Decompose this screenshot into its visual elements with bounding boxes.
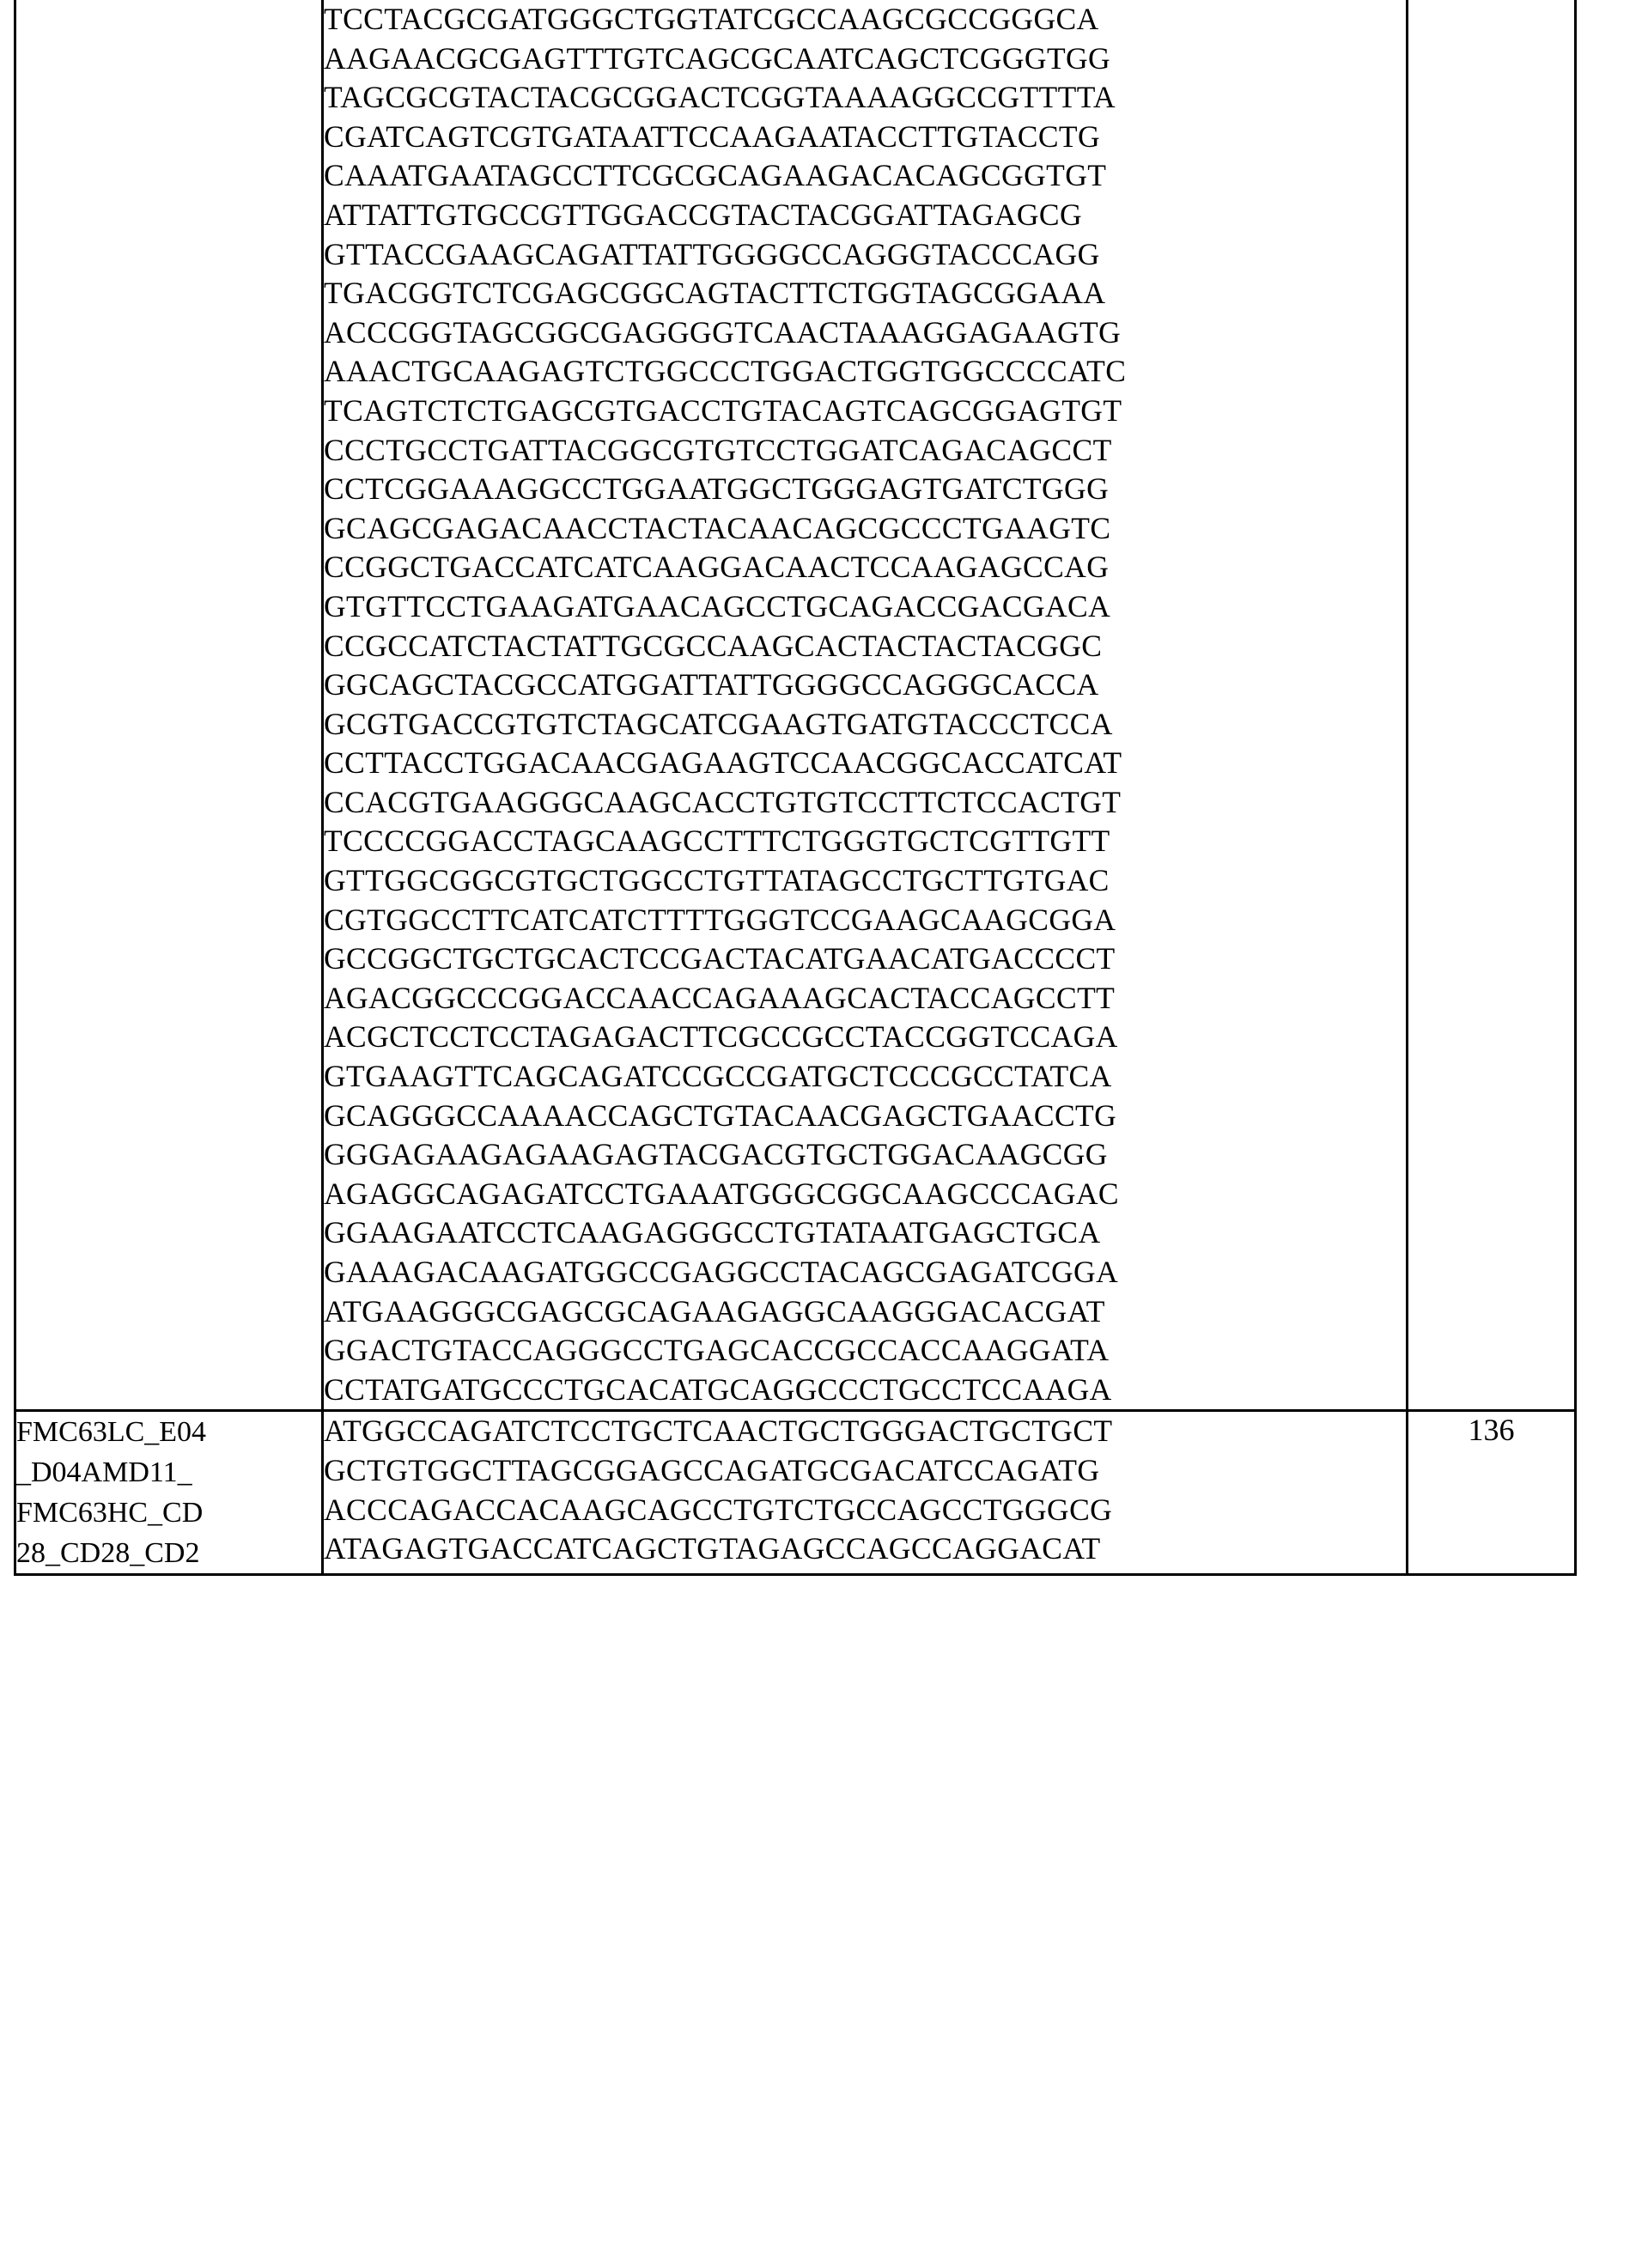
- sequence-table: [14, 0, 1577, 1576]
- sequence-line: TCCCCGGACCTAGCAAGCCTTTCTGGGTGCTCGTTGTT: [324, 824, 1110, 859]
- table-row: [15, 1411, 1576, 1575]
- sequence-line: CAAATGAATAGCCTTCGCGCAGAAGACACAGCGGTGT: [324, 158, 1107, 193]
- sequence-line: GCAGGGCCAAAACCAGCTGTACAACGAGCTGAACCTG: [324, 1098, 1117, 1133]
- sequence-line: GCAGCGAGACAACCTACTACAACAGCGCCCTGAAGTC: [324, 510, 1111, 545]
- sequence-cell: [323, 0, 1408, 1411]
- sequence-line: CCCTGCCTGATTACGGCGTGTCCTGGATCAGACAGCCT: [324, 432, 1112, 467]
- table-body: [15, 0, 1576, 1575]
- sequence-line: GCGTGACCGTGTCTAGCATCGAAGTGATGTACCCTCCA: [324, 706, 1113, 741]
- sequence-line: GAAAGACAAGATGGCCGAGGCCTACAGCGAGATCGGA: [324, 1255, 1119, 1289]
- sequence-line: GGGAGAAGAGAAGAGTACGACGTGCTGGACAAGCGG: [324, 1137, 1108, 1172]
- sequence-name-cell: [15, 0, 323, 1411]
- sequence-line: GTGAAGTTCAGCAGATCCGCCGATGCTCCCGCCTATCA: [324, 1059, 1112, 1094]
- sequence-line: AAGAACGCGAGTTTGTCAGCGCAATCAGCTCGGGTGG: [324, 40, 1111, 76]
- sequence-line: CCGCCATCTACTATTGCGCCAAGCACTACTACTACGGC: [324, 628, 1103, 663]
- sequence-name-line: FMC63HC_CD: [16, 1497, 204, 1529]
- sequence-line: GGAAGAATCCTCAAGAGGGCCTGTATAATGAGCTGCA: [324, 1215, 1101, 1250]
- sequence-line: ATGAAGGGCGAGCGCAGAAGAGGCAAGGGACACGAT: [324, 1293, 1105, 1329]
- sequence-name-line: 28_CD28_CD2: [16, 1537, 200, 1570]
- sequence-line: ACGCTCCTCCTAGAGACTTCGCCGCCTACCGGTCCAGA: [324, 1019, 1118, 1055]
- sequence-line: CCTATGATGCCCTGCACATGCAGGCCCTGCCTCCAAGA: [324, 1371, 1112, 1407]
- sequence-line: ACCCGGTAGCGGCGAGGGGTCAACTAAAGGAGAAGTG: [324, 314, 1122, 350]
- table-row: [15, 0, 1576, 1411]
- sequence-line: CCTCGGAAAGGCCTGGAATGGCTGGGAGTGATCTGGG: [324, 471, 1110, 507]
- sequence-line: TGACGGTCTCGAGCGGCAGTACTTCTGGTAGCGGAAA: [324, 276, 1106, 311]
- sequence-line: GCTGTGGCTTAGCGGAGCCAGATGCGACATCCAGATG: [324, 1452, 1100, 1487]
- sequence-line: GGCAGCTACGCCATGGATTATTGGGGCCAGGGCACCA: [324, 667, 1099, 702]
- sequence-number-cell: 136: [1408, 1411, 1576, 1575]
- sequence-line: CGATCAGTCGTGATAATTCCAAGAATACCTTGTACCTG: [324, 119, 1101, 154]
- sequence-line: TAGCGCGTACTACGCGGACTCGGTAAAAGGCCGTTTTA: [324, 80, 1116, 115]
- sequence-line: CCGGCTGACCATCATCAAGGACAACTCCAAGAGCCAG: [324, 550, 1110, 585]
- sequence-name-line: FMC63LC_E04: [16, 1416, 207, 1449]
- sequence-line: TCAGTCTCTGAGCGTGACCTGTACAGTCAGCGGAGTGT: [324, 392, 1122, 428]
- sequence-name-line: _D04AMD11_: [16, 1456, 192, 1489]
- sequence-line: CCTTACCTGGACAACGAGAAGTCCAACGGCACCATCAT: [324, 745, 1122, 781]
- sequence-line: AGAGGCAGAGATCCTGAAATGGGCGGCAAGCCCAGAC: [324, 1176, 1120, 1211]
- sequence-cell: [323, 1411, 1408, 1575]
- sequence-line: GTTGGCGGCGTGCTGGCCTGTTATAGCCTGCTTGTGAC: [324, 863, 1110, 898]
- sequence-line: AGACGGCCCGGACCAACCAGAAAGCACTACCAGCCTT: [324, 980, 1116, 1015]
- sequence-line: ATGGCCAGATCTCCTGCTCAACTGCTGGGACTGCTGCT: [324, 1414, 1113, 1449]
- sequence-number-cell: [1408, 0, 1576, 1411]
- sequence-name-cell: [15, 1411, 323, 1575]
- sequence-line: ATTATTGTGCCGTTGGACCGTACTACGGATTAGAGCG: [324, 197, 1083, 232]
- sequence-line: TCCTACGCGATGGGCTGGTATCGCCAAGCGCCGGGCA: [324, 2, 1099, 36]
- sequence-line: CCACGTGAAGGGCAAGCACCTGTGTCCTTCTCCACTGT: [324, 784, 1122, 819]
- sequence-line: GGACTGTACCAGGGCCTGAGCACCGCCACCAAGGATA: [324, 1333, 1110, 1368]
- sequence-line: AAACTGCAAGAGTCTGGCCCTGGACTGGTGGCCCCATC: [324, 354, 1127, 389]
- sequence-line: GTGTTCCTGAAGATGAACAGCCTGCAGACCGACGACA: [324, 588, 1111, 623]
- sequence-line: GTTACCGAAGCAGATTATTGGGGCCAGGGTACCCAGG: [324, 236, 1100, 271]
- sequence-line: ATAGAGTGACCATCAGCTGTAGAGCCAGCCAGGACAT: [324, 1531, 1101, 1566]
- sequence-line: GCCGGCTGCTGCACTCCGACTACATGAACATGACCCCT: [324, 941, 1116, 976]
- sequence-line: ACCCAGACCACAAGCAGCCTGTCTGCCAGCCTGGGCG: [324, 1492, 1113, 1527]
- sequence-line: CGTGGCCTTCATCATCTTTTGGGTCCGAAGCAAGCGGA: [324, 902, 1116, 937]
